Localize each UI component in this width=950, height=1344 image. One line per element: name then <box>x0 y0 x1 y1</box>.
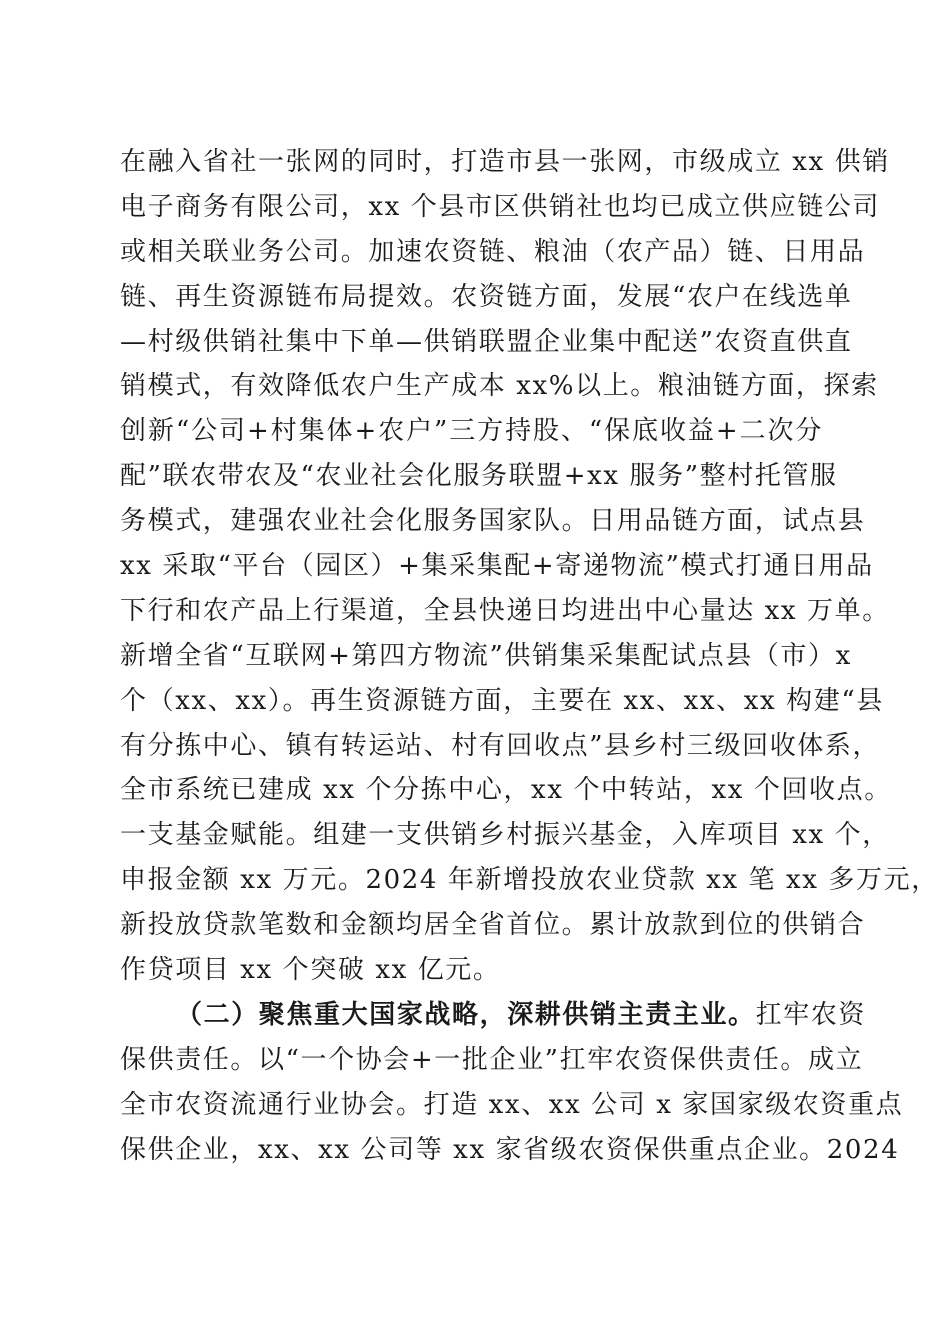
text-line: xx 采取“平台（园区）+集采集配+寄递物流”模式打通日用品 <box>120 551 874 582</box>
text-line: 销模式，有效降低农户生产成本 xx%以上。粮油链方面，探索 <box>120 371 879 402</box>
text-line: 创新“公司+村集体+农户”三方持股、“保底收益+二次分 <box>120 416 823 447</box>
text-line: 作贷项目 xx 个突破 xx 亿元。 <box>120 955 501 986</box>
heading-continuation: 扛牢农资 <box>755 999 867 1030</box>
text-line: 新投放贷款笔数和金额均居全省首位。累计放款到位的供销合 <box>120 910 866 941</box>
text-line: 全市农资流通行业协会。打造 xx、xx 公司 x 家国家级农资重点 <box>120 1089 904 1120</box>
text-line: 全市系统已建成 xx 个分拣中心，xx 个中转站，xx 个回收点。 <box>120 775 892 806</box>
text-line: 新增全省“互联网+第四方物流”供销集采集配试点县（市）x <box>120 640 852 671</box>
text-line: 申报金额 xx 万元。2024 年新增投放农业贷款 xx 笔 xx 多万元， <box>120 865 939 896</box>
text-line: 一支基金赋能。组建一支供销乡村振兴基金，入库项目 xx 个， <box>120 820 890 851</box>
text-line: 在融入省社一张网的同时，打造市县一张网，市级成立 xx 供销 <box>120 147 890 177</box>
text-line: 务模式，建强农业社会化服务国家队。日用品链方面，试点县 <box>120 506 866 537</box>
text-line: 保供责任。以“一个协会+一批企业”扛牢农资保供责任。成立 <box>120 1044 864 1075</box>
paragraph-national-strategy <box>120 993 904 1173</box>
text-line: 下行和农产品上行渠道，全县快递日均进出中心量达 xx 万单。 <box>120 595 890 626</box>
text-line: 有分拣中心、镇有转运站、村有回收点”县乡村三级回收体系， <box>120 730 881 761</box>
text-line: 电子商务有限公司，xx 个县市区供销社也均已成立供应链公司 <box>120 191 880 222</box>
text-line-first <box>120 993 867 1038</box>
paragraph-supply-chain <box>120 140 939 993</box>
section-heading: （二）聚焦重大国家战略，深耕供销主责主业。 <box>176 999 756 1030</box>
document-body <box>120 140 939 1172</box>
text-line: 链、再生资源链布局提效。农资链方面，发展“农户在线选单 <box>120 281 853 312</box>
text-line: 或相关联业务公司。加速农资链、粮油（农产品）链、日用品 <box>120 236 866 267</box>
text-line: 配”联农带农及“农业社会化服务联盟+xx 服务”整村托管服 <box>120 461 838 492</box>
text-line: 保供企业，xx、xx 公司等 xx 家省级农资保供重点企业。2024 <box>120 1134 900 1165</box>
text-line: —村级供销社集中下单—供销联盟企业集中配送”农资直供直 <box>120 326 853 357</box>
text-line: 个（xx、xx）。再生资源链方面，主要在 xx、xx、xx 构建“县 <box>120 685 884 716</box>
